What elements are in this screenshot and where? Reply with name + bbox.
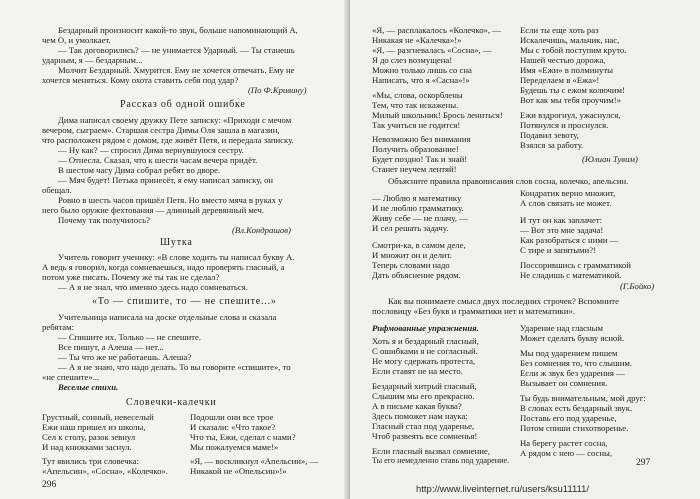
- poem-line: В словах есть бездарный звук.: [520, 403, 633, 413]
- text-line: — Мяч будет! Петька принесёт, я ему написал записку, он: [58, 175, 274, 185]
- watermark-url: http://www.liveinternet.ru/users/ksu11111/: [416, 484, 590, 495]
- text-line: — Ну как? — спросил Дима вернувшуюся сестру.: [58, 145, 244, 155]
- text-line: Учительница написала на доске отдельные слова и сказала: [58, 312, 277, 322]
- poem-title: Словечки-калечки: [126, 397, 217, 408]
- poem-line: Если ставят не на место.: [372, 366, 463, 376]
- story-title: Рассказ об одной ошибке: [120, 99, 246, 110]
- poem-line: И сказали: «Что такое?: [190, 422, 276, 432]
- poem-line: Получить образование!: [372, 144, 459, 154]
- poem-line: Поссорившись с грамматикой: [520, 260, 631, 270]
- quote-title: «То — спишите, то — не спешите...»: [92, 296, 277, 307]
- poem-line: Бездарный хитрый гласный,: [372, 381, 477, 391]
- poem-line: Что ты, Ежи, сделал с нами?: [190, 432, 296, 442]
- poem-line: Гласный стал под ударенье,: [372, 421, 475, 431]
- poem-line: Теперь словами надо: [372, 260, 450, 270]
- task-text: пословицу «Без букв и грамматики нет и математики».: [372, 306, 576, 316]
- poem-line: А в письме какая буква?: [372, 401, 462, 411]
- poem-line: И не люблю грамматику.: [372, 203, 464, 213]
- poem-line: Имя «Ежи» в полминуты: [520, 65, 614, 75]
- page-number: 297: [636, 458, 651, 468]
- poem-line: «Апельсин», «Сосна», «Колечко».: [42, 466, 168, 476]
- poem-line: На берегу растет сосна,: [520, 438, 608, 448]
- poem-line: «Я, — разгневалась «Сосна», —: [372, 45, 492, 55]
- poem-line: Нашей честью дорожа,: [520, 55, 606, 65]
- poem-line: Может сделать букву ясной.: [520, 333, 625, 343]
- poem-line: Будет поздно! Так и знай!: [372, 154, 468, 164]
- poem-line: Грустный, сонный, невеселый: [42, 412, 154, 422]
- section-label: Рифмованные упражнения.: [372, 323, 479, 333]
- poem-line: И над книжками заснул.: [42, 442, 132, 452]
- poem-line: Не сладишь с математикой.: [520, 270, 622, 280]
- poem-line: Тем, что так искажены.: [372, 100, 459, 110]
- text-line: — Так договорились? — не унимается Ударный. — Ты станешь: [58, 45, 295, 55]
- poem-line: Будешь ты с ежом колючим!: [520, 85, 625, 95]
- poem-line: А рядом с нею — сосны,: [520, 448, 613, 458]
- text-line: — Спишите их. Только — не спешите.: [58, 332, 201, 342]
- text-line: — Отнесла. Сказал, что к шести часам вечера придёт.: [58, 155, 258, 165]
- text-line: Почему так получилось?: [58, 215, 150, 225]
- poem-line: Не могу сдержать протеста,: [372, 356, 476, 366]
- poem-line: Ежи вздрогнул, ужаснулся,: [520, 110, 621, 120]
- poem-line: Если ты еще хоть раз: [520, 25, 599, 35]
- text-line: него было оружие фехтования — длинный деревянный меч.: [42, 205, 265, 215]
- text-line: Дима написал своему дружку Пете записку: «Приходи с мечом: [58, 115, 292, 125]
- author-credit: (По Ф.Кривину): [248, 85, 307, 95]
- poem-line: «Мы, слова, оскорблены: [372, 90, 463, 100]
- poem-line: Переделаем в «Ежа»!: [520, 75, 600, 85]
- author-credit: (Юлиан Тувим): [582, 154, 638, 164]
- text-line: чем О, и умолкает.: [42, 35, 111, 45]
- poem-line: Сел к столу, разок зевнул: [42, 432, 136, 442]
- author-credit: (Г.Бойко): [620, 281, 655, 291]
- poem-line: Живу себе — не плачу, —: [372, 213, 468, 223]
- poem-line: Потянулся и проснулся.: [520, 120, 609, 130]
- poem-line: Смотри-ка, в самом деле,: [372, 240, 466, 250]
- poem-line: Станет неучем лентяй!: [372, 164, 457, 174]
- text-line: хочется меняться. Кому охота ставить себя под удар?: [42, 75, 239, 85]
- poem-line: Вот как мы тебя проучим!»: [520, 95, 621, 105]
- task-text: Как вы понимаете смысл двух последних строчек? Вспомните: [388, 296, 619, 306]
- poem-line: Если гласный вызвал сомнение,: [372, 446, 490, 456]
- right-page: [350, 0, 700, 499]
- poem-line: Потом спиши стихотворенье.: [520, 423, 629, 433]
- text-line: А ведь я говорил, когда сомневаешься, надо проверять гласный, а: [42, 262, 285, 272]
- text-line: потом уже писать. Почему же ты так не сделал?: [42, 272, 220, 282]
- poem-line: «Я, — расплакалось «Колечко», —: [372, 25, 501, 35]
- poem-line: Подошли они все трое: [190, 412, 274, 422]
- poem-line: Ежи наш пришел из школы,: [42, 422, 146, 432]
- poem-line: Здесь поможет нам наука:: [372, 411, 468, 421]
- poem-line: Невозможно без внимания: [372, 134, 471, 144]
- poem-line: А слов связать не может.: [520, 198, 612, 208]
- poem-line: Мы пожалуемся маме!»: [190, 442, 279, 452]
- poem-line: «Я, — воскликнул «Апельсин», —: [190, 456, 319, 466]
- poem-line: Можно только лишь со сна: [372, 65, 472, 75]
- text-line: Бездарный произносит какой-то звук, больше напоминающий А,: [58, 25, 298, 35]
- text-line: — А я не знал, что именно здесь надо сомневаться.: [58, 282, 248, 292]
- poem-line: Слышим мы его прекрасно.: [372, 391, 475, 401]
- poem-line: Искалечишь, мальчик, нас,: [520, 35, 620, 45]
- poem-line: Милый школьник! Брось лениться!: [372, 110, 503, 120]
- poem-line: Мы под ударением пишем: [520, 348, 618, 358]
- poem-line: Никакая не «Калечка»!»: [372, 35, 462, 45]
- page-number: 296: [42, 480, 57, 490]
- poem-line: Как разобраться с ними —: [520, 235, 619, 245]
- poem-line: Так учиться не годится!: [372, 120, 461, 130]
- poem-line: Поставь его под ударенье,: [520, 413, 617, 423]
- poem-line: Мы с тобой поступим круто.: [520, 45, 627, 55]
- poem-line: Ты будь внимательным, мой друг:: [520, 393, 646, 403]
- text-line: «не спешите»...: [42, 372, 100, 382]
- poem-line: Ударение над гласным: [520, 323, 603, 333]
- author-credit: (Вл.Кондрашов): [232, 225, 291, 235]
- text-line: обещал.: [42, 185, 72, 195]
- poem-line: Ты его немедленно ставь под ударение.: [372, 456, 510, 465]
- poem-line: Если ж звук без ударения —: [520, 368, 625, 378]
- poem-line: Чтоб развеять все сомненья!: [372, 431, 478, 441]
- text-line: — А я не знаю, что надо делать. То вы говорите «спишите», то: [58, 362, 291, 372]
- text-line: вечером, сыграем». Старшая сестра Димы Оля зашла в магазин,: [42, 125, 280, 135]
- text-line: ребятам:: [42, 322, 75, 332]
- poem-line: Вызывает он сомнения.: [520, 378, 608, 388]
- text-line: — Ты что же не работаешь. Алеша?: [58, 352, 192, 362]
- text-line: ударным, я — бездарным...: [42, 55, 143, 65]
- section-label: Веселые стихи.: [58, 382, 119, 392]
- left-page: [0, 0, 348, 499]
- joke-title: Шутка: [160, 237, 193, 248]
- poem-line: С ошибками я не согласный.: [372, 346, 478, 356]
- poem-line: Я до слез возмущена!: [372, 55, 453, 65]
- poem-line: Написать, что я «Сасна»!»: [372, 75, 470, 85]
- text-line: В шестом часу Дима собрал ребят во дворе.: [58, 165, 221, 175]
- poem-line: Кондратик верно множит,: [520, 188, 616, 198]
- poem-line: С тире и запятыми?!: [520, 245, 596, 255]
- text-line: Все пишут, а Алеша — нет...: [58, 342, 164, 352]
- task-text: Объясните правила правописания слов сосна, колечко, апельсин.: [388, 176, 629, 186]
- poem-line: Тут явились три словечка:: [42, 456, 139, 466]
- poem-line: — Люблю я математику: [372, 193, 462, 203]
- poem-line: И тут он как заплачет:: [520, 215, 603, 225]
- poem-line: Подавил зевоту,: [520, 130, 579, 140]
- poem-line: И сел решать задачу.: [372, 223, 449, 233]
- poem-line: Без сомнения то, что слышим.: [520, 358, 633, 368]
- text-line: Учитель говорит ученику: «В слове ходить ты написал букву А.: [58, 252, 295, 262]
- poem-line: Дать объяснение рядом.: [372, 270, 461, 280]
- poem-line: Хоть я и бездарный гласный,: [372, 336, 479, 346]
- poem-line: Взялся за работу.: [520, 140, 584, 150]
- text-line: Молчит Бездарный. Хмурится. Ему не хочется отвечать. Ему не: [58, 65, 295, 75]
- text-line: Ровно в шесть часов пришёл Петя. Но вместо мяча в руках у: [58, 195, 283, 205]
- poem-line: И множит он и делит.: [372, 250, 452, 260]
- poem-line: Никакой не «Опельсин»!»: [190, 466, 287, 476]
- poem-line: — Вот это мне задача!: [520, 225, 604, 235]
- text-line: что расположен рядом с домом, где живёт Петя, и передала записку.: [42, 135, 294, 145]
